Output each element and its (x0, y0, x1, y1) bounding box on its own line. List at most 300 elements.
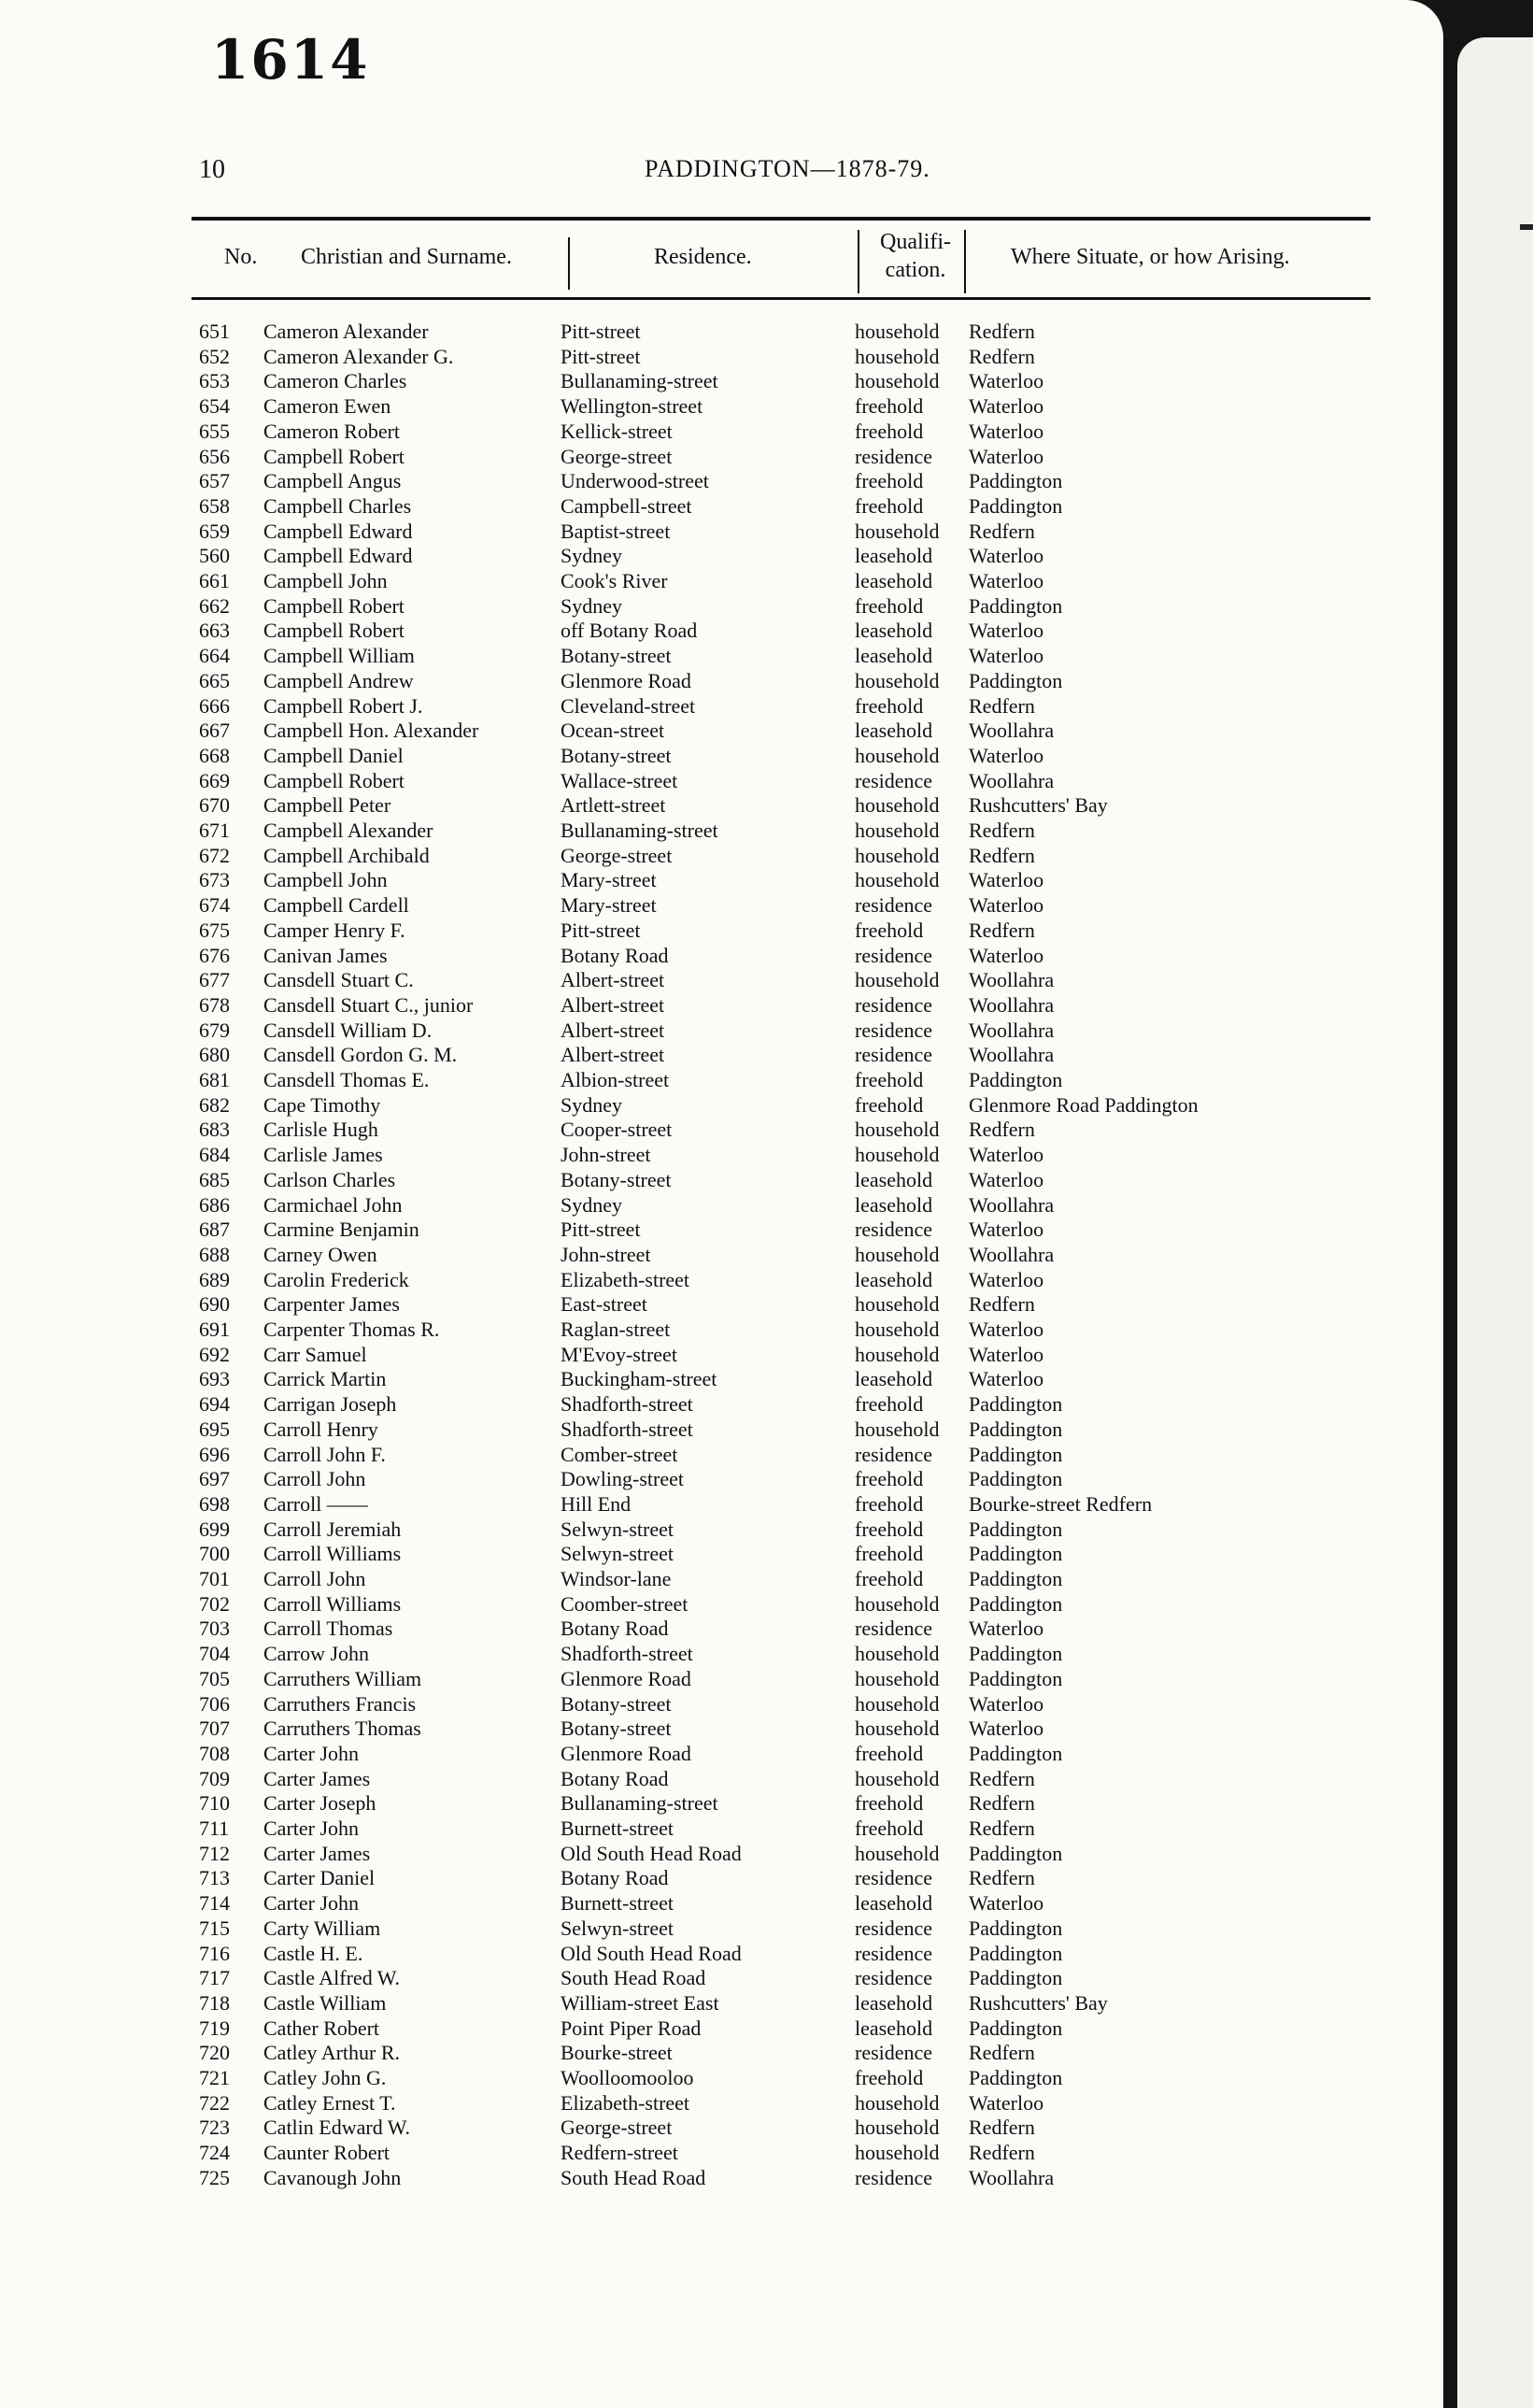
qualification: household (855, 1143, 940, 1167)
residence: Botany Road (561, 1617, 669, 1641)
where-situate: Redfern (969, 1817, 1035, 1840)
qualification: household (855, 968, 940, 992)
entry-number: 691 (199, 1318, 230, 1341)
entry-number: 711 (199, 1817, 230, 1840)
residence: Bullanaming-street (561, 819, 718, 842)
qualification: freehold (855, 1791, 924, 1816)
where-situate: Waterloo (969, 2090, 1044, 2115)
elector-name: Castle H. E. (263, 1941, 363, 1965)
table-row (0, 1392, 1443, 1418)
where-situate: Waterloo (969, 1617, 1044, 1641)
elector-name: Campbell Andrew (263, 668, 414, 692)
elector-name: Carter James (263, 1841, 371, 1865)
elector-name: Caunter Robert (263, 2141, 390, 2165)
entry-number: 692 (199, 1342, 230, 1366)
qualification: freehold (855, 1068, 924, 1091)
residence: Buckingham-street (561, 1367, 717, 1391)
table-row (0, 1592, 1443, 1617)
residence: Redfern-street (561, 2141, 678, 2165)
where-situate: Paddington (969, 1542, 1063, 1566)
elector-name: Carolin Frederick (263, 1267, 409, 1291)
qualification: leasehold (855, 644, 933, 668)
residence: Pitt-street (561, 344, 641, 368)
where-situate: Redfern (969, 519, 1035, 543)
entry-number: 695 (199, 1417, 230, 1441)
elector-name: Carrow John (263, 1642, 370, 1666)
qualification: household (855, 1717, 940, 1741)
elector-name: Campbell Hon. Alexander (263, 719, 479, 743)
table-row (0, 469, 1443, 494)
residence: Glenmore Road (561, 668, 691, 692)
entry-number: 560 (199, 544, 230, 568)
residence: Selwyn-street (561, 1517, 674, 1541)
entry-number: 693 (199, 1367, 230, 1391)
table-row (0, 744, 1443, 769)
table-row (0, 2091, 1443, 2116)
elector-name: Campbell William (263, 644, 415, 668)
entry-number: 715 (199, 1916, 230, 1940)
entry-number: 666 (199, 693, 230, 718)
where-situate: Redfern (969, 344, 1035, 368)
qualification: household (855, 1642, 940, 1666)
table-row (0, 1443, 1443, 1468)
entry-number: 718 (199, 1990, 230, 2015)
residence: Old South Head Road (561, 1841, 742, 1865)
residence: Shadforth-street (561, 1392, 693, 1417)
where-situate: Redfern (969, 1118, 1035, 1142)
table-row (0, 1991, 1443, 2016)
residence: South Head Road (561, 2165, 706, 2189)
table-row (0, 619, 1443, 644)
entry-number: 651 (199, 320, 230, 343)
elector-name: Catley Arthur R. (263, 2041, 401, 2065)
elector-name: Carroll Henry (263, 1417, 378, 1441)
where-situate: Redfern (969, 1866, 1035, 1890)
entry-number: 684 (199, 1143, 230, 1167)
elector-name: Campbell John (263, 868, 388, 892)
where-situate: Waterloo (969, 943, 1044, 967)
entry-number: 676 (199, 943, 230, 967)
table-row (0, 1193, 1443, 1218)
elector-name: Cameron Ewen (263, 394, 391, 419)
elector-name: Campbell John (263, 569, 388, 592)
residence: Artlett-street (561, 793, 666, 818)
entry-number: 717 (199, 1966, 230, 1990)
column-header-name: Christian and Surname. (301, 245, 512, 269)
elector-name: Carruthers Thomas (263, 1717, 421, 1741)
entry-number: 677 (199, 968, 230, 992)
qualification: household (855, 743, 940, 767)
where-situate: Woollahra (969, 1018, 1055, 1042)
table-row (0, 1842, 1443, 1867)
qualification: freehold (855, 1467, 924, 1491)
table-row (0, 494, 1443, 520)
table-row (0, 1642, 1443, 1667)
entry-number: 672 (199, 843, 230, 867)
residence: Coomber-street (561, 1591, 688, 1616)
residence: Old South Head Road (561, 1941, 742, 1965)
elector-name: Catley John G. (263, 2066, 387, 2089)
entry-number: 679 (199, 1018, 230, 1042)
where-situate: Waterloo (969, 1717, 1044, 1741)
qualification: household (855, 320, 940, 343)
table-row (0, 1292, 1443, 1318)
table-row (0, 1791, 1443, 1817)
entry-number: 719 (199, 2016, 230, 2040)
entry-number: 673 (199, 868, 230, 892)
residence: Elizabeth-street (561, 1267, 690, 1291)
entry-number: 682 (199, 1092, 230, 1117)
residence: John-street (561, 1242, 651, 1266)
entry-number: 706 (199, 1691, 230, 1716)
table-row (0, 1692, 1443, 1717)
table-row (0, 1742, 1443, 1767)
page-edge-mark (1520, 224, 1533, 230)
residence: Hill End (561, 1491, 632, 1516)
elector-name: Carroll Williams (263, 1542, 402, 1566)
elector-name: Campbell Archibald (263, 843, 430, 867)
table-row (0, 844, 1443, 869)
qualification: residence (855, 893, 933, 918)
adjacent-page-edge (1457, 37, 1533, 2408)
residence: M'Evoy-street (561, 1342, 677, 1366)
elector-name: Campbell Robert (263, 593, 405, 618)
table-row (0, 394, 1443, 420)
residence: Bourke-street (561, 2041, 673, 2065)
entry-number: 671 (199, 819, 230, 842)
residence: Botany-street (561, 1717, 672, 1741)
table-row (0, 1068, 1443, 1093)
where-situate: Paddington (969, 2016, 1063, 2040)
residence: Botany-street (561, 1691, 672, 1716)
elector-name: Campbell Daniel (263, 743, 404, 767)
residence: Pitt-street (561, 1218, 641, 1242)
entry-number: 687 (199, 1218, 230, 1242)
entry-number: 664 (199, 644, 230, 668)
elector-name: Carter John (263, 1891, 360, 1916)
entry-number: 716 (199, 1941, 230, 1965)
qualification: freehold (855, 1491, 924, 1516)
table-row (0, 1118, 1443, 1143)
residence: Sydney (561, 593, 622, 618)
table-row (0, 793, 1443, 819)
where-situate: Paddington (969, 1642, 1063, 1666)
elector-name: Carter James (263, 1766, 371, 1790)
elector-name: Carty William (263, 1916, 381, 1940)
where-situate: Paddington (969, 1916, 1063, 1940)
qualification: residence (855, 992, 933, 1017)
elector-name: Cameron Charles (263, 369, 407, 393)
qualification: freehold (855, 918, 924, 942)
column-header-qualification: Qualifi- cation. (880, 230, 951, 282)
elector-name: Cavanough John (263, 2165, 402, 2189)
elector-name: Carrick Martin (263, 1367, 387, 1391)
residence: Pitt-street (561, 320, 641, 343)
residence: Bullanaming-street (561, 369, 718, 393)
qualification: leasehold (855, 1267, 933, 1291)
entry-number: 723 (199, 2116, 230, 2140)
where-situate: Paddington (969, 1567, 1063, 1590)
entry-number: 701 (199, 1567, 230, 1590)
entry-number: 698 (199, 1491, 230, 1516)
where-situate: Waterloo (969, 1267, 1044, 1291)
qualification: leasehold (855, 569, 933, 592)
entry-number: 696 (199, 1442, 230, 1466)
entry-number: 697 (199, 1467, 230, 1491)
qualification: freehold (855, 1741, 924, 1765)
residence: Selwyn-street (561, 1916, 674, 1940)
elector-name: Camper Henry F. (263, 918, 405, 942)
qualification: household (855, 1242, 940, 1266)
table-row (0, 345, 1443, 370)
qualification: leasehold (855, 2016, 933, 2040)
qualification: residence (855, 444, 933, 468)
elector-name: Carmichael John (263, 1192, 403, 1217)
residence: off Botany Road (561, 619, 698, 643)
entry-number: 653 (199, 369, 230, 393)
elector-name: Campbell Robert (263, 619, 405, 643)
elector-name: Carpenter James (263, 1292, 400, 1317)
table-row (0, 2166, 1443, 2191)
where-situate: Glenmore Road Paddington (969, 1092, 1199, 1117)
table-row (0, 1343, 1443, 1368)
where-situate: Redfern (969, 918, 1035, 942)
where-situate: Redfern (969, 320, 1035, 343)
residence: Botany Road (561, 1766, 669, 1790)
where-situate: Paddington (969, 2066, 1063, 2089)
elector-name: Carruthers Francis (263, 1691, 417, 1716)
qualification: freehold (855, 394, 924, 419)
table-row (0, 569, 1443, 594)
residence: George-street (561, 843, 673, 867)
where-situate: Waterloo (969, 1691, 1044, 1716)
where-situate: Paddington (969, 593, 1063, 618)
page-title: PADDINGTON—1878-79. (645, 155, 930, 182)
qualification: leasehold (855, 719, 933, 743)
column-header-no: No. (224, 245, 258, 269)
qualification: freehold (855, 419, 924, 443)
entry-number: 678 (199, 992, 230, 1017)
qualification: residence (855, 1218, 933, 1242)
qualification: residence (855, 2041, 933, 2065)
residence: Windsor-lane (561, 1567, 672, 1590)
residence: Cooper-street (561, 1118, 673, 1142)
where-situate: Woollahra (969, 968, 1055, 992)
residence: Sydney (561, 544, 622, 568)
where-situate: Redfern (969, 1791, 1035, 1816)
residence: Ocean-street (561, 719, 665, 743)
elector-name: Castle William (263, 1990, 387, 2015)
entry-number: 658 (199, 493, 230, 518)
elector-name: Canivan James (263, 943, 388, 967)
table-row (0, 2116, 1443, 2141)
entry-number: 662 (199, 593, 230, 618)
table-row (0, 944, 1443, 969)
entry-number: 667 (199, 719, 230, 743)
residence: Comber-street (561, 1442, 678, 1466)
entry-number: 702 (199, 1591, 230, 1616)
residence: Albert-street (561, 968, 665, 992)
residence: Botany Road (561, 1866, 669, 1890)
entry-number: 722 (199, 2090, 230, 2115)
where-situate: Woollahra (969, 1242, 1055, 1266)
elector-name: Castle Alfred W. (263, 1966, 401, 1990)
table-row (0, 1966, 1443, 1991)
where-situate: Redfern (969, 2141, 1035, 2165)
table-row (0, 919, 1443, 944)
table-row (0, 1268, 1443, 1293)
elector-name: Campbell Peter (263, 793, 391, 818)
elector-name: Cape Timothy (263, 1092, 381, 1117)
where-situate: Paddington (969, 1741, 1063, 1765)
qualification: freehold (855, 1517, 924, 1541)
entry-number: 656 (199, 444, 230, 468)
where-situate: Paddington (969, 1068, 1063, 1091)
table-row (0, 1667, 1443, 1692)
qualification: leasehold (855, 1167, 933, 1191)
where-situate: Waterloo (969, 569, 1044, 592)
table-row (0, 420, 1443, 445)
qualification: residence (855, 943, 933, 967)
elector-name: Carroll —— (263, 1491, 368, 1516)
table-row (0, 1617, 1443, 1642)
elector-name: Carney Owen (263, 1242, 377, 1266)
qualification: freehold (855, 2066, 924, 2089)
elector-name: Cansdell Stuart C., junior (263, 992, 474, 1017)
where-situate: Waterloo (969, 743, 1044, 767)
qualification: household (855, 1691, 940, 1716)
entry-number: 724 (199, 2141, 230, 2165)
where-situate: Waterloo (969, 1891, 1044, 1916)
elector-name: Cather Robert (263, 2016, 380, 2040)
residence: George-street (561, 2116, 673, 2140)
residence: Woolloomooloo (561, 2066, 694, 2089)
elector-name: Cansdell Thomas E. (263, 1068, 430, 1091)
where-situate: Paddington (969, 1966, 1063, 1990)
qualification: residence (855, 1442, 933, 1466)
residence: Albert-street (561, 1018, 665, 1042)
qualification: freehold (855, 1092, 924, 1117)
entry-number: 652 (199, 344, 230, 368)
where-situate: Waterloo (969, 1367, 1044, 1391)
residence: Albert-street (561, 1043, 665, 1067)
table-row (0, 2141, 1443, 2166)
where-situate: Waterloo (969, 619, 1044, 643)
elector-name: Cameron Alexander G. (263, 344, 454, 368)
entry-number: 709 (199, 1766, 230, 1790)
column-divider (964, 230, 966, 293)
elector-name: Cameron Alexander (263, 320, 429, 343)
residence: Selwyn-street (561, 1542, 674, 1566)
qualification: household (855, 868, 940, 892)
entry-number: 655 (199, 419, 230, 443)
entry-number: 708 (199, 1741, 230, 1765)
table-row (0, 1218, 1443, 1243)
entry-number: 720 (199, 2041, 230, 2065)
where-situate: Woollahra (969, 992, 1055, 1017)
entry-number: 703 (199, 1617, 230, 1641)
elector-name: Catlin Edward W. (263, 2116, 411, 2140)
table-row (0, 1567, 1443, 1592)
elector-name: Campbell Edward (263, 519, 413, 543)
qualification: leasehold (855, 1192, 933, 1217)
entry-number: 681 (199, 1068, 230, 1091)
entry-number: 725 (199, 2165, 230, 2189)
residence: John-street (561, 1143, 651, 1167)
table-row (0, 1019, 1443, 1044)
qualification: household (855, 819, 940, 842)
column-divider (858, 230, 859, 293)
handwritten-page-number: 1614 (211, 28, 370, 92)
table-row (0, 1043, 1443, 1068)
where-situate: Paddington (969, 668, 1063, 692)
qualification: residence (855, 1966, 933, 1990)
qualification: freehold (855, 1817, 924, 1840)
where-situate: Redfern (969, 1766, 1035, 1790)
qualification: household (855, 793, 940, 818)
entry-number: 659 (199, 519, 230, 543)
elector-name: Cameron Robert (263, 419, 401, 443)
where-situate: Waterloo (969, 444, 1044, 468)
elector-name: Campbell Robert (263, 444, 405, 468)
elector-name: Carter Daniel (263, 1866, 376, 1890)
elector-name: Carr Samuel (263, 1342, 367, 1366)
residence: Albion-street (561, 1068, 670, 1091)
entry-number: 683 (199, 1118, 230, 1142)
qualification: household (855, 2090, 940, 2115)
residence: Botany-street (561, 644, 672, 668)
qualification: leasehold (855, 1990, 933, 2015)
residence: Dowling-street (561, 1467, 684, 1491)
table-row (0, 520, 1443, 545)
elector-name: Carlson Charles (263, 1167, 396, 1191)
where-situate: Paddington (969, 493, 1063, 518)
residence: Botany-street (561, 743, 672, 767)
elector-name: Campbell Charles (263, 493, 412, 518)
residence: Elizabeth-street (561, 2090, 690, 2115)
elector-name: Campbell Edward (263, 544, 413, 568)
residence: Pitt-street (561, 918, 641, 942)
table-row (0, 893, 1443, 919)
residence: William-street East (561, 1990, 719, 2015)
elector-name: Carrigan Joseph (263, 1392, 397, 1417)
entry-number: 690 (199, 1292, 230, 1317)
table-row (0, 1492, 1443, 1517)
qualification: household (855, 1292, 940, 1317)
table-row (0, 1891, 1443, 1916)
entry-number: 668 (199, 743, 230, 767)
elector-name: Carruthers William (263, 1666, 422, 1690)
entry-number: 704 (199, 1642, 230, 1666)
elector-name: Carter John (263, 1817, 360, 1840)
table-row (0, 694, 1443, 720)
qualification: leasehold (855, 1891, 933, 1916)
where-situate: Woollahra (969, 768, 1055, 792)
where-situate: Paddington (969, 1941, 1063, 1965)
table-row (0, 719, 1443, 744)
qualification: household (855, 2141, 940, 2165)
qualification: residence (855, 768, 933, 792)
where-situate: Paddington (969, 1591, 1063, 1616)
entry-number: 665 (199, 668, 230, 692)
table-row (0, 594, 1443, 620)
residence: Burnett-street (561, 1817, 674, 1840)
table-row (0, 1817, 1443, 1842)
where-situate: Waterloo (969, 369, 1044, 393)
where-situate: Waterloo (969, 644, 1044, 668)
residence: Cook's River (561, 569, 668, 592)
residence: Albert-street (561, 992, 665, 1017)
